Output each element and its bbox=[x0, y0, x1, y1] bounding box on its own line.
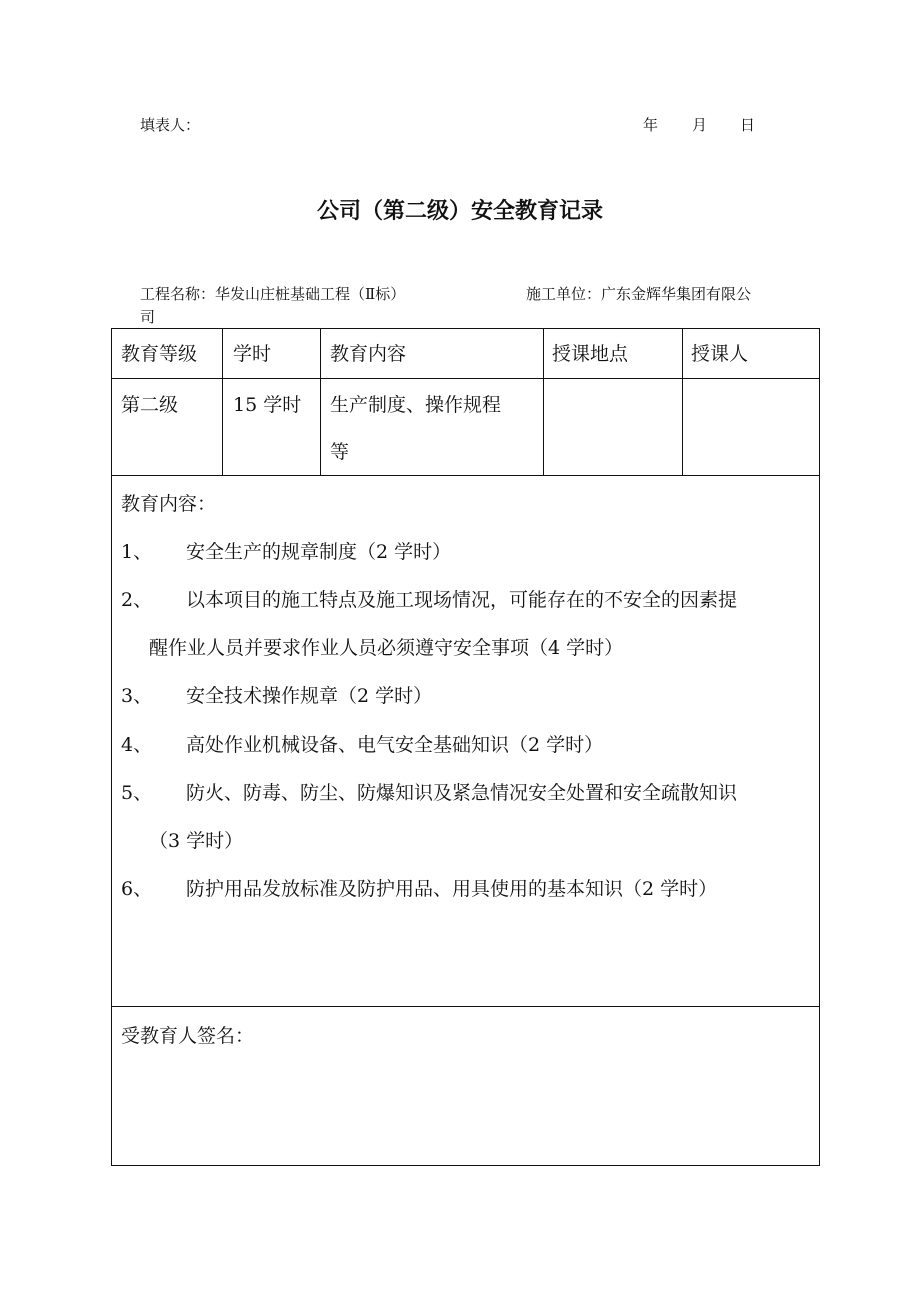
item-number: 1、 bbox=[121, 541, 153, 563]
header-content: 教育内容 bbox=[330, 343, 407, 365]
row-divider bbox=[112, 1006, 819, 1007]
construction-unit-wrap: 司 bbox=[140, 308, 156, 326]
column-divider bbox=[222, 329, 223, 475]
row-level: 第二级 bbox=[121, 394, 179, 416]
column-divider bbox=[543, 329, 544, 475]
item-text-continued: 醒作业人员并要求作业人员必须遵守安全事项（4 学时） bbox=[149, 637, 624, 659]
header-location: 授课地点 bbox=[552, 343, 629, 365]
column-divider bbox=[682, 329, 683, 475]
item-text: 高处作业机械设备、电气安全基础知识（2 学时） bbox=[186, 734, 604, 756]
item-number: 3、 bbox=[121, 685, 153, 707]
header-education-level: 教育等级 bbox=[121, 343, 198, 365]
signature-label: 受教育人签名： bbox=[121, 1025, 255, 1047]
item-number: 2、 bbox=[121, 589, 153, 611]
header-teacher: 授课人 bbox=[691, 343, 749, 365]
date-year: 年 bbox=[643, 116, 659, 134]
row-hours: 15 学时 bbox=[233, 394, 302, 416]
row-content-line2: 等 bbox=[330, 441, 350, 463]
education-record-table bbox=[111, 328, 820, 1166]
content-title: 教育内容： bbox=[121, 493, 217, 515]
item-number: 6、 bbox=[121, 878, 153, 900]
item-text: 安全生产的规章制度（2 学时） bbox=[186, 541, 452, 563]
row-divider bbox=[112, 475, 819, 476]
page-title: 公司（第二级）安全教育记录 bbox=[316, 199, 603, 224]
filler-label: 填表人： bbox=[140, 116, 201, 134]
header-hours: 学时 bbox=[233, 343, 272, 365]
item-text: 防护用品发放标准及防护用品、用具使用的基本知识（2 学时） bbox=[186, 878, 718, 900]
item-text: 以本项目的施工特点及施工现场情况，可能存在的不安全的因素提 bbox=[186, 589, 738, 611]
date-month: 月 bbox=[692, 116, 708, 134]
date-day: 日 bbox=[740, 116, 756, 134]
row-content-line1: 生产制度、操作规程 bbox=[330, 394, 502, 416]
item-number: 5、 bbox=[121, 782, 153, 804]
item-text: 安全技术操作规章（2 学时） bbox=[186, 685, 433, 707]
column-divider bbox=[320, 329, 321, 475]
item-text: 防火、防毒、防尘、防爆知识及紧急情况安全处置和安全疏散知识 bbox=[186, 782, 738, 804]
item-number: 4、 bbox=[121, 734, 153, 756]
item-text-continued: （3 学时） bbox=[149, 830, 244, 852]
construction-unit: 施工单位：广东金辉华集团有限公 bbox=[526, 285, 752, 303]
project-name: 工程名称：华发山庄桩基础工程（Ⅱ标） bbox=[140, 285, 406, 303]
row-divider bbox=[112, 378, 819, 379]
